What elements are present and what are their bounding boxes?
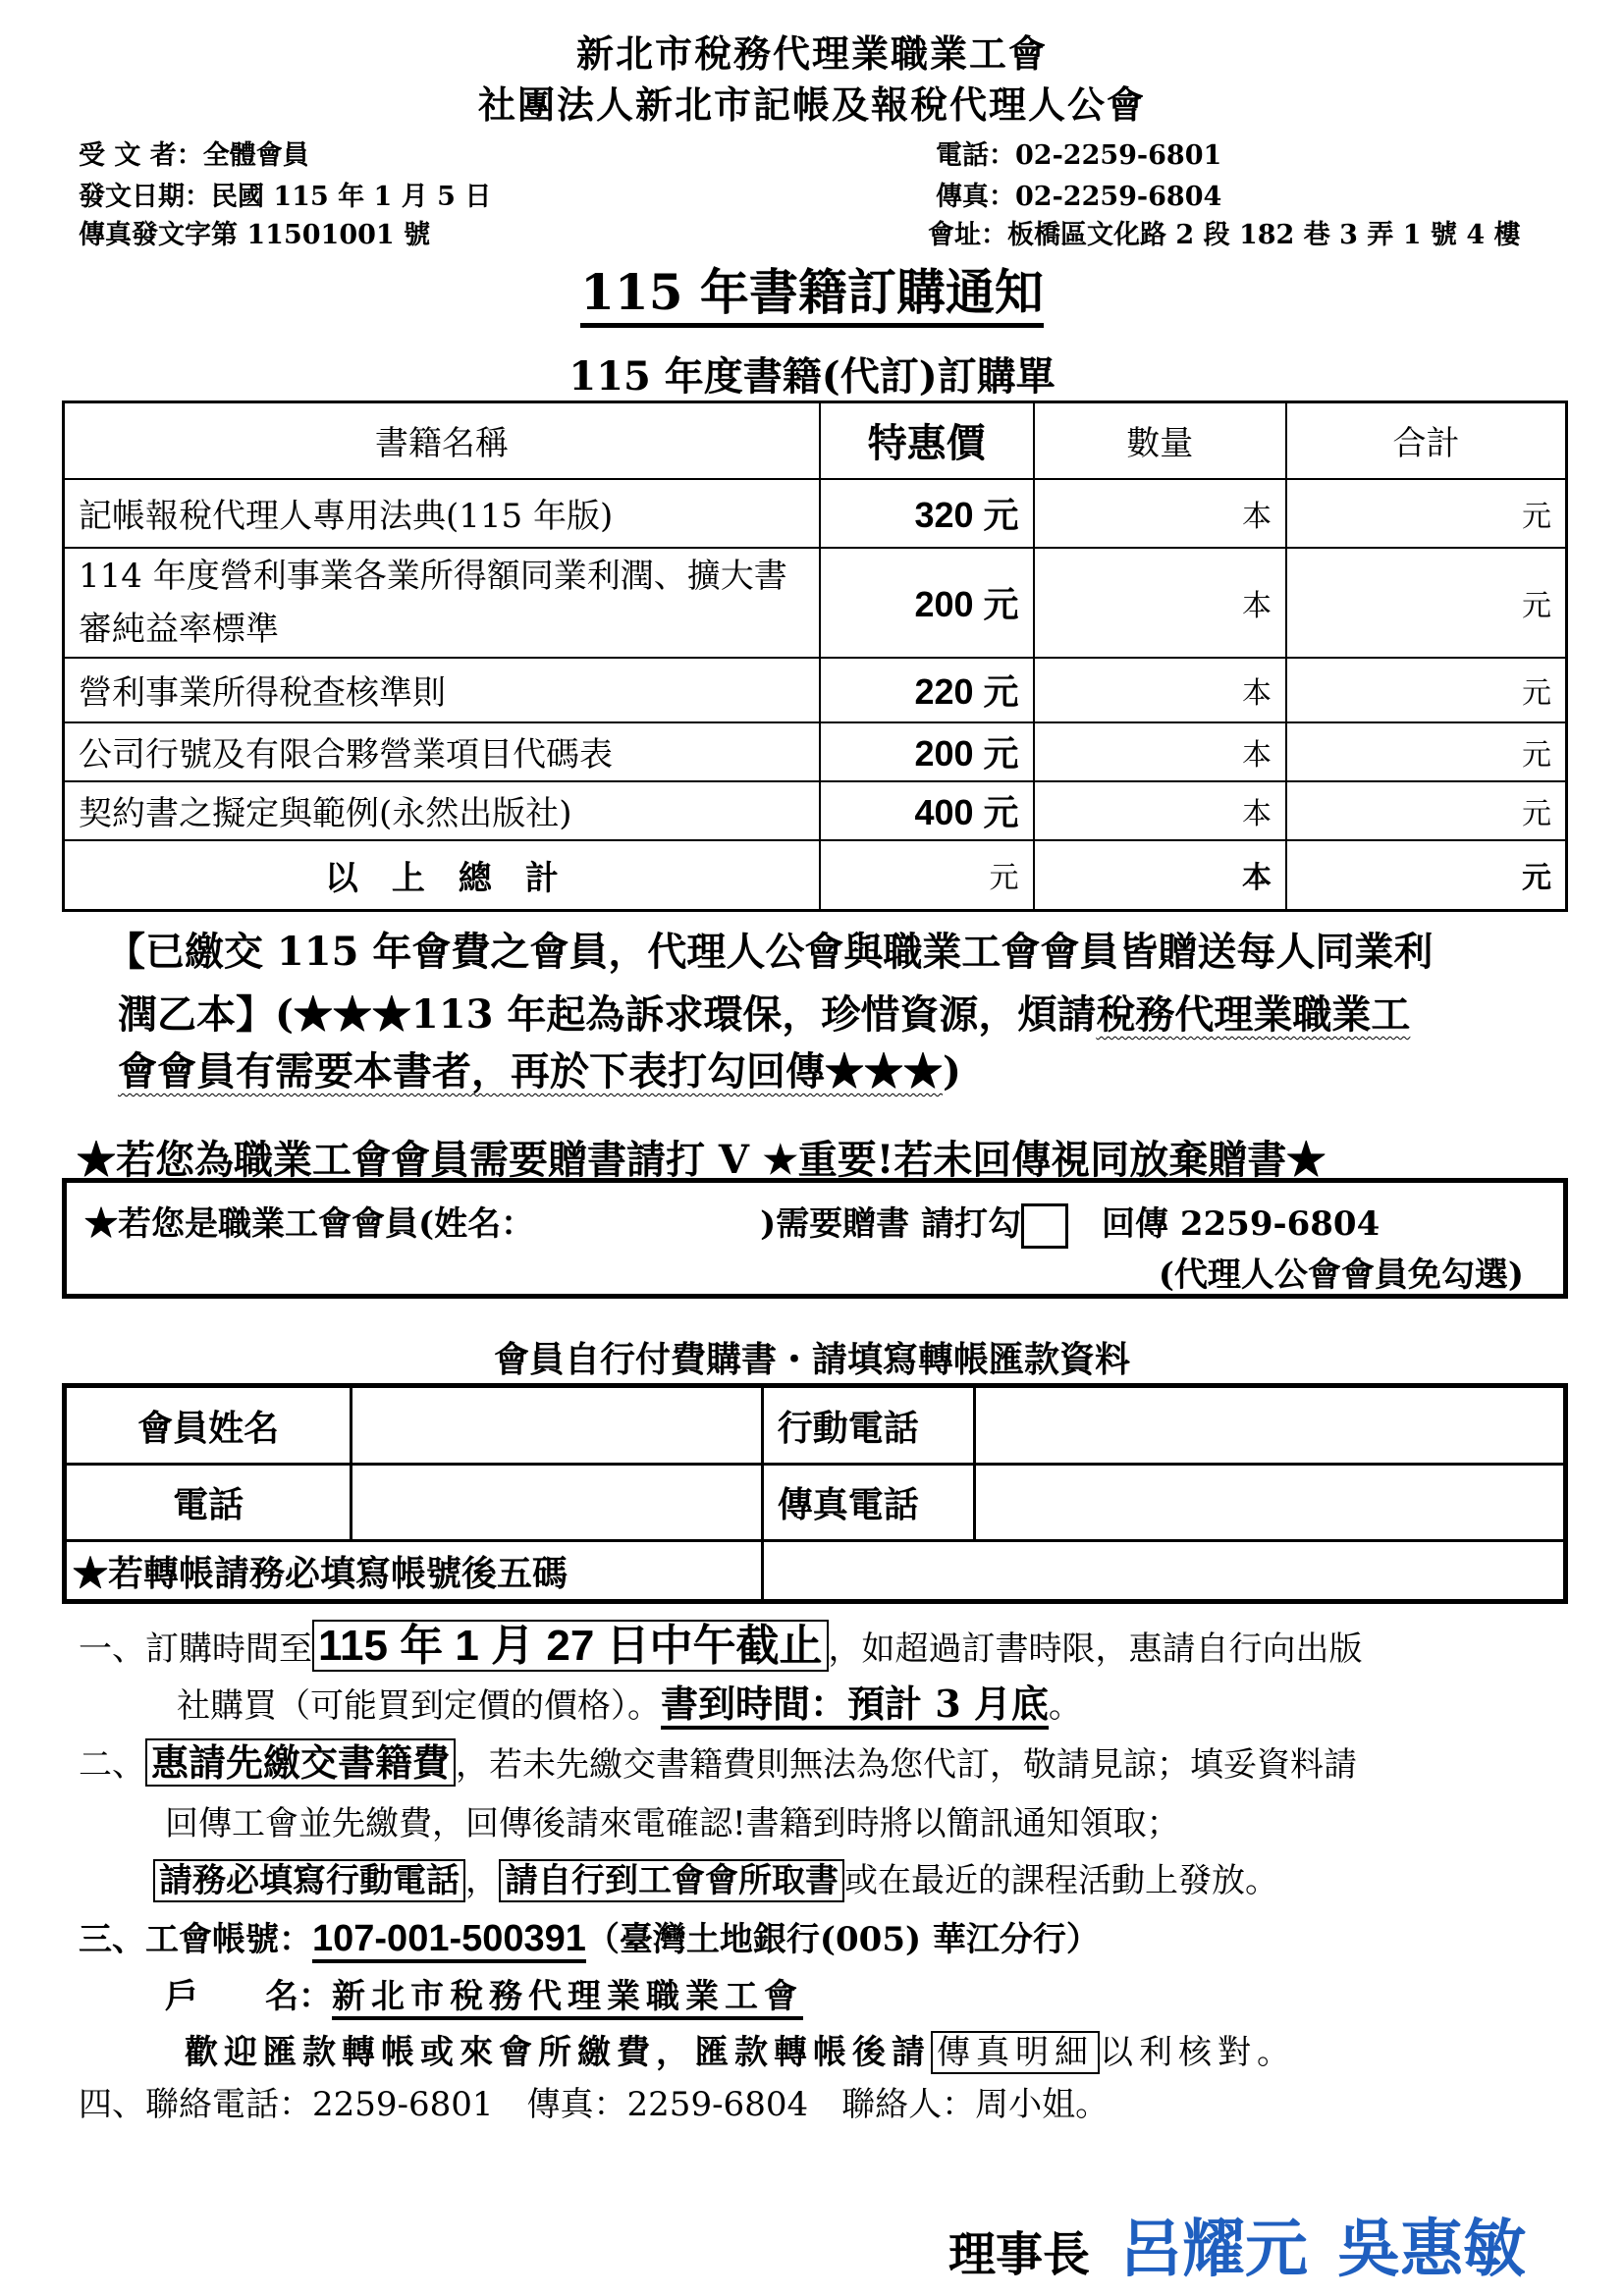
table-row: 公司行號及有限合夥營業項目代碼表 200 元 本 元 bbox=[64, 722, 1567, 781]
order-form-title: 115 年度書籍(代訂)訂購單 bbox=[568, 353, 1056, 400]
signature: 理事長 呂耀元 吳惠敏 bbox=[947, 2214, 1526, 2284]
note-3-payment: 歡迎匯款轉帳或來會所繳費，匯款轉帳後請 傳真明細 以利核對。 bbox=[185, 2033, 1296, 2072]
org-name-2: 社團法人新北市記帳及報稅代理人公會 bbox=[477, 82, 1146, 127]
recipient: 受 文 者：全體會員 bbox=[79, 140, 309, 171]
notice-line-1: 【已繳交 115 年會費之會員，代理人公會與職業工會會員皆贈送每人同業利 bbox=[106, 929, 1434, 975]
fax: 傳真：02-2259-6804 bbox=[936, 182, 1222, 212]
col-total: 合計 bbox=[1286, 402, 1566, 479]
phone-field[interactable] bbox=[352, 1465, 763, 1541]
doc-number: 傳真發文字第 11501001 號 bbox=[79, 220, 431, 250]
issue-date: 發文日期：民國 115 年 1 月 5 日 bbox=[79, 182, 492, 212]
member-name-field[interactable] bbox=[352, 1386, 763, 1465]
col-book-name: 書籍名稱 bbox=[64, 402, 820, 479]
table-row: 契約書之擬定與範例(永然出版社) 400 元 本 元 bbox=[64, 781, 1567, 840]
note-4-contact: 四、聯絡電話：2259-6801 傳真：2259-6804 聯絡人：周小姐。 bbox=[79, 2085, 1110, 2124]
note-2: 二、 惠請先繳交書籍費 ，若未先繳交書籍費則無法為您代訂，敬請見諒；填妥資料請 bbox=[79, 1740, 1358, 1785]
member-section-title: 會員自行付費購書・請填寫轉帳匯款資料 bbox=[493, 1339, 1130, 1380]
note-2-cont: 回傳工會並先繳費，回傳後請來電確認!書籍到時將以簡訊通知領取； bbox=[165, 1804, 1180, 1843]
account-digits-field[interactable] bbox=[762, 1541, 1565, 1602]
phone: 電話：02-2259-6801 bbox=[936, 140, 1222, 171]
gift-request-box bbox=[62, 1178, 1568, 1299]
fax-field[interactable] bbox=[975, 1465, 1566, 1541]
table-row: 記帳報稅代理人專用法典(115 年版) 320 元 本 元 bbox=[64, 479, 1567, 548]
mobile-field[interactable] bbox=[975, 1386, 1566, 1465]
org-name-1: 新北市稅務代理業職業工會 bbox=[575, 31, 1048, 76]
col-qty: 數量 bbox=[1034, 402, 1287, 479]
gift-line: ★若您是職業工會會員(姓名： )需要贈書 請打勾 回傳 2259-6804 bbox=[84, 1197, 1380, 1249]
account-holder: 戶 名：新北市稅務代理業職業工會 bbox=[165, 1969, 803, 2017]
book-order-table bbox=[62, 400, 1568, 912]
address: 會址：板橋區文化路 2 段 182 巷 3 弄 1 號 4 樓 bbox=[928, 220, 1521, 250]
note-1-cont: 社購買（可能買到定價的價格）。書到時間：預計 3 月底。 bbox=[177, 1674, 1082, 1728]
total-row: 以 上 總 計 元 本 元 bbox=[64, 840, 1567, 911]
member-info-table: 會員姓名 行動電話 電話 傳真電話 ★若轉帳請務必填寫帳號後五碼 bbox=[62, 1383, 1568, 1604]
note-1: 一、訂購時間至 115 年 1 月 27 日中午截止 ，如超過訂書時限，惠請自行向出版 bbox=[79, 1622, 1363, 1670]
notice-line-3: 會會員有需要本書者，再於下表打勾回傳★★★) bbox=[118, 1048, 961, 1095]
table-row: 114 年度營利事業各業所得額同業利潤、擴大書審純益率標準 200 元 本 元 bbox=[64, 548, 1567, 658]
table-row: 營利事業所得稅查核準則 220 元 本 元 bbox=[64, 658, 1567, 722]
col-price: 特惠價 bbox=[820, 402, 1034, 479]
gift-exemption-note: (代理人公會會員免勾選) bbox=[1158, 1255, 1524, 1295]
gift-banner: ★若您為職業工會會員需要贈書請打 V ★重要!若未回傳視同放棄贈書★ bbox=[77, 1137, 1326, 1183]
page-title: 115 年書籍訂購通知 bbox=[0, 253, 1624, 324]
gift-checkbox[interactable] bbox=[1021, 1203, 1068, 1249]
note-3: 三、工會帳號：107-001-500391（臺灣土地銀行(005) 華江分行） bbox=[79, 1912, 1100, 1960]
notice-line-2: 潤乙本】(★★★113 年起為訴求環保，珍惜資源，煩請稅務代理業職業工 bbox=[118, 991, 1411, 1038]
table-header bbox=[64, 402, 1567, 479]
note-2-cont2: 請務必填寫行動電話 ， 請自行到工會會所取書 或在最近的課程活動上發放。 bbox=[153, 1853, 1278, 1901]
